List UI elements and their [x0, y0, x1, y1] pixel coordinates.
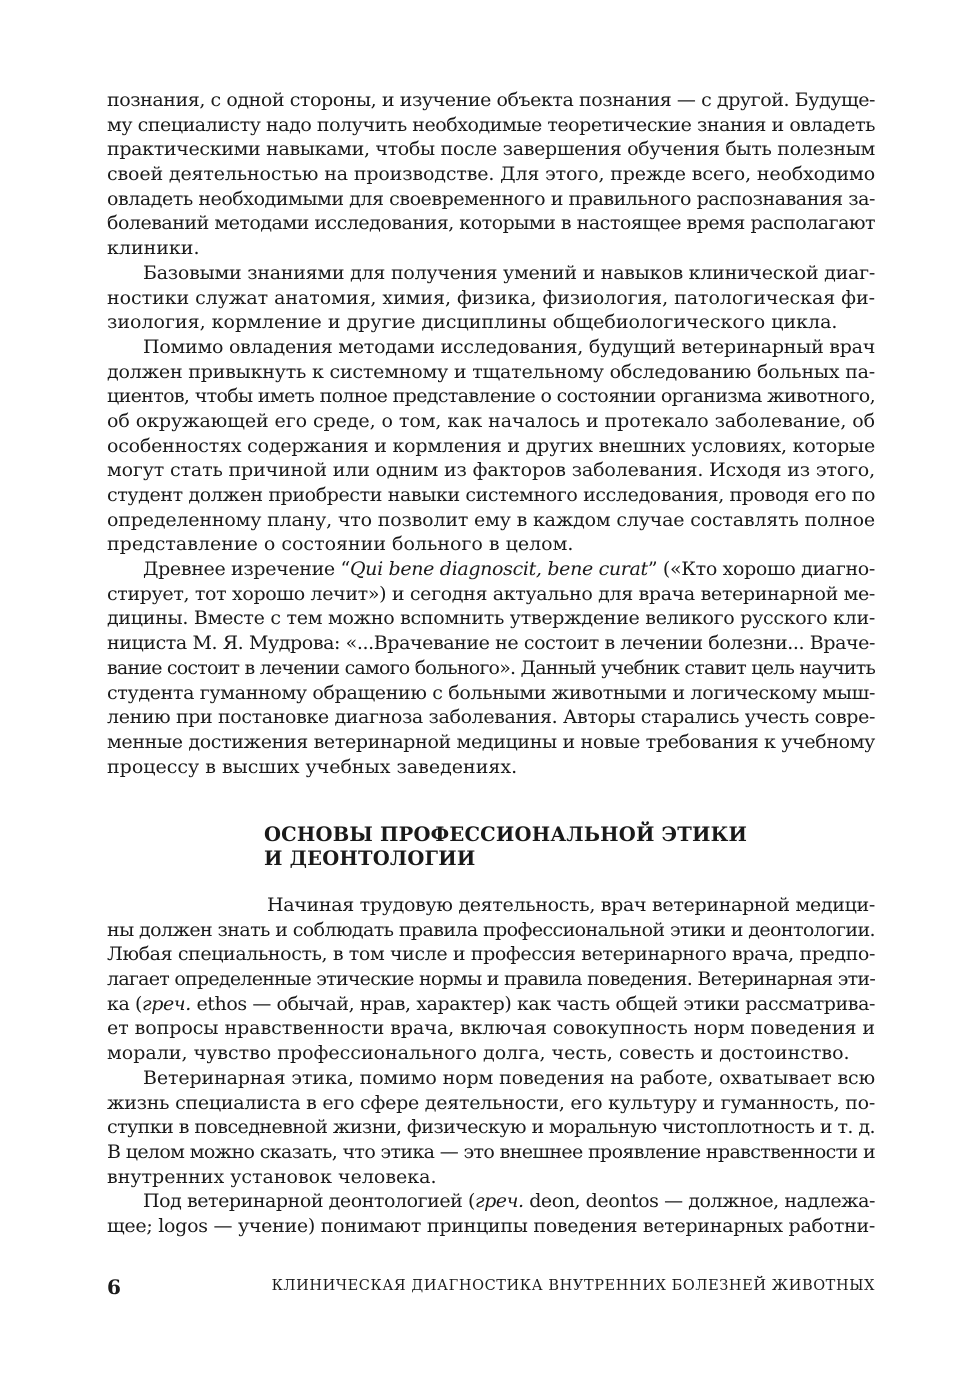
text-line: дицины. Вместе с тем можно вспомнить утверждение великого русского кли- [107, 607, 875, 630]
text-line: лению при постановке диагноза заболевания. Авторы старались учесть совре- [107, 706, 875, 729]
text-line: определенному плану, что позволит ему в каждом случае составлять полное [107, 508, 876, 531]
italic-run: Qui bene diagnoscit, bene curat [349, 558, 648, 581]
text-line: студент должен приобрести навыки системного исследования, проводя его по [107, 484, 876, 506]
text-line: ностики служат анатомия, химия, физика, физиология, патологическая фи- [107, 286, 875, 309]
body-text-bottom [107, 893, 875, 1239]
text-run: Под ветеринарной деонтологией ( [143, 1190, 475, 1213]
text-line: Начиная трудовую деятельность, врач ветеринарной медици- [267, 894, 876, 916]
text-line: своей деятельностью на производстве. Для этого, прежде всего, необходимо [107, 163, 875, 186]
text-line: Любая специальность, в том числе и профессия ветеринарного врача, предпо- [107, 943, 876, 966]
section-heading-line-1: ОСНОВЫ ПРОФЕССИОНАЛЬНОЙ ЭТИКИ [264, 823, 748, 846]
section-heading [264, 823, 747, 871]
text-line: особенностях содержания и кормления и других внешних условиях, которые [107, 434, 876, 457]
text-line: стирует, тот хорошо лечит») и сегодня актуально для врача ветеринарной ме- [107, 582, 875, 605]
text-line: ступки в повседневной жизни, физическую и моральную чистоплотность и т. д. [107, 1116, 876, 1139]
page-number: 6 [107, 1275, 121, 1299]
body-text-top [107, 88, 875, 779]
text-run: ка ( [107, 992, 143, 1015]
italic-run: греч. [474, 1190, 524, 1213]
text-line: Помимо овладения методами исследования, будущий ветеринарный врач [143, 335, 876, 358]
text-line: внутренних установок человека. [107, 1165, 437, 1188]
text-run: ” («Кто хорошо диагно- [647, 558, 875, 581]
text-line [107, 1189, 875, 1214]
text-line: овладеть необходимыми для своевременного и правильного распознавания за- [107, 187, 875, 210]
text-line: ны должен знать и соблюдать правила профессиональной этики и деонтологии. [107, 918, 875, 941]
text-line: могут стать причиной или одним из факторов заболевания. Исходя из этого, [107, 459, 875, 482]
text-line [107, 992, 875, 1017]
text-line: об окружающей его среде, о том, как началось и протекало заболевание, об [107, 409, 875, 432]
italic-run: греч. [142, 992, 191, 1015]
text-line: клиники. [107, 237, 200, 260]
page-footer [107, 1275, 875, 1299]
text-line: практическими навыками, чтобы после завершения обучения быть полезным [107, 138, 875, 161]
text-line: ет вопросы нравственности врача, включая совокупность норм поведения и [107, 1017, 875, 1040]
text-line: представление о состоянии больного в целом. [107, 533, 574, 556]
text-line: жизнь специалиста в его сфере деятельности, его культуру и гуманность, по- [107, 1091, 876, 1114]
text-line: му специалисту надо получить необходимые теоретические знания и овладеть [107, 113, 876, 136]
text-run: ethos — обычай, нрав, характер) как часть общей этики рассматрива- [190, 992, 876, 1015]
text-line [107, 557, 875, 582]
text-line: менные достижения ветеринарной медицины и новые требования к учебному [107, 730, 875, 753]
running-title: КЛИНИЧЕСКАЯ ДИАГНОСТИКА ВНУТРЕННИХ БОЛЕЗНЕЙ ЖИВОТНЫХ [271, 1278, 875, 1294]
text-line: щее; logos — учение) понимают принципы поведения ветеринарных работни- [107, 1214, 875, 1237]
text-line: циентов, чтобы иметь полное представление о состоянии организма животного, [107, 385, 875, 408]
text-line: зиология, кормление и другие дисциплины общебиологического цикла. [107, 311, 838, 334]
text-line: познания, с одной стороны, и изучение объекта познания — с другой. Будуще- [107, 89, 875, 111]
text-line: Ветеринарная этика, помимо норм поведения на работе, охватывает всю [143, 1066, 875, 1089]
text-line: болеваний методами исследования, которыми в настоящее время располагают [107, 212, 876, 235]
text-line: лагает определенные этические нормы и правила поведения. Ветеринарная эти- [107, 968, 876, 991]
text-line: студента гуманному обращению с больными животными и логическому мыш- [107, 681, 876, 704]
text-run: deon, deontos — должное, надлежа- [523, 1190, 876, 1213]
text-line: нициста М. Я. Мудрова: «...Врачевание не состоит в лечении болезни... Враче- [107, 632, 876, 655]
text-line: Базовыми знаниями для получения умений и навыков клинической диаг- [143, 261, 876, 284]
text-line: процессу в высших учебных заведениях. [107, 755, 518, 778]
text-line: В целом можно сказать, что этика — это внешнее проявление нравственности и [107, 1140, 875, 1163]
text-line: должен привыкнуть к системному и тщательному обследованию больных па- [107, 360, 876, 383]
text-run: Древнее изречение “ [143, 558, 350, 581]
text-line: морали, чувство профессионального долга, честь, совесть и достоинство. [107, 1042, 850, 1065]
section-heading-line-2: И ДЕОНТОЛОГИИ [264, 847, 476, 870]
text-line: вание состоит в лечении самого больного». Данный учебник ставит цель научить [107, 656, 876, 679]
